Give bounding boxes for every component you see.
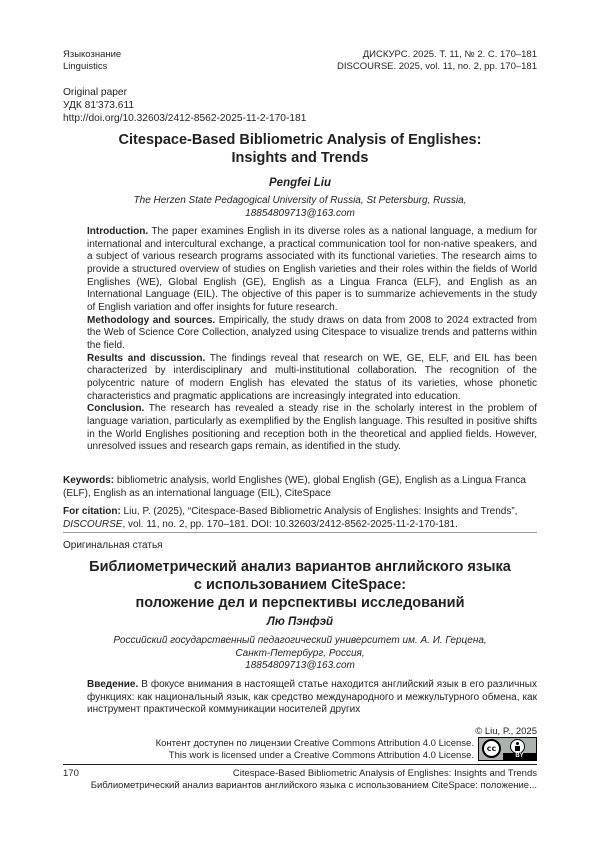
title-en-line2: Insights and Trends	[231, 150, 369, 166]
results-text: The findings reveal that research on WE, GE, ELF, and EIL has been characterized by interdisciplinary and multi-institutional collaboration. The recognition of the polycentric nature of modern English has elevated the status of its varieties, whose phonetic characteristics and pragmatic applications are increasingly integrated into education.	[87, 352, 537, 402]
intro-label-ru: Введение.	[87, 679, 139, 690]
abstract-results	[87, 353, 537, 404]
udc-code: УДК 81'373.611	[63, 100, 135, 111]
citation-text-2: , vol. 11, no. 2, pp. 170–181. DOI: 10.32603/2412-8562-2025-11-2-170-181.	[122, 518, 458, 530]
author-email-en[interactable]: 18854809713@163.com	[245, 207, 355, 219]
abstract-en	[87, 226, 537, 454]
license-line-ru: Контент доступен по лицензии Creative Commons Attribution 4.0 License.	[155, 738, 474, 749]
running-header-left	[63, 49, 121, 72]
section-divider	[63, 532, 537, 533]
title-ru-line3: положение дел и перспективы исследований	[135, 595, 465, 611]
intro-text: The paper examines English in its diverse roles as a national language, a medium for international and intercultural exchange, a practical communication tool for non-native speakers, and a subject of various research programs associated with its functional varieties. The research aims to provide a structured overview of studies on English varieties and their roles within the fields of World Englishes (WE), Global English (GE), English as a Lingua Franca (ELF), and English as an International Language (EIL). The objective of this paper is to summarize achievements in the study of English variation and offer insights for future research.	[87, 226, 537, 313]
running-header-right	[337, 49, 537, 72]
footer-rule	[63, 764, 537, 765]
intro-label: Introduction.	[87, 226, 149, 237]
running-footer	[91, 768, 537, 792]
citation	[63, 506, 537, 531]
citation-journal: DISCOURSE	[63, 518, 123, 530]
conclusion-text: The research has revealed a steady rise in the scholarly interest in the problem of language variation, particularly as exemplified by the English language. This resulted in positive shifts in the World Englishes positioning and reception both in the theoretical and applied fields. However, unresolved issues and research gaps remain, as identified in the study.	[87, 403, 537, 453]
keywords-text: bibliometric analysis, world Englishes (WE), global English (GE), English as a Lingua Franca (ELF), English as an international language (EIL), CiteSpace	[63, 475, 526, 499]
abstract-methodology	[87, 315, 537, 353]
citation-label: For citation:	[63, 506, 121, 517]
cc-icon: cc	[482, 739, 501, 758]
paper-type: Original paper	[63, 87, 127, 98]
section-en: Linguistics	[63, 60, 108, 72]
methods-label: Methodology and sources.	[87, 314, 216, 326]
affiliation-ru-line2: Санкт-Петербург, Россия,	[235, 647, 365, 659]
article-meta	[63, 86, 306, 125]
person-head-shape	[516, 742, 519, 745]
methods-text: Empirically, the study draws on data from 2008 to 2024 extracted from the Web of Science Core Collection, analyzed using Citespace to visualize trends and patterns within the field.	[87, 314, 538, 351]
keywords	[63, 475, 537, 500]
running-footer-en: Citespace-Based Bibliometric Analysis of Englishes: Insights and Trends	[232, 768, 537, 779]
abstract-ru	[87, 679, 537, 717]
cc-by-badge[interactable]	[478, 737, 537, 761]
license-line-en: This work is licensed under a Creative Commons Attribution 4.0 License.	[168, 749, 474, 761]
journal-ref-en: DISCOURSE. 2025, vol. 11, no. 2, pp. 170–181	[337, 60, 537, 72]
copyright: © Liu, P., 2025	[475, 726, 537, 737]
author-ru: Лю Пэнфэй	[266, 616, 334, 628]
abstract-ru-introduction	[87, 679, 537, 717]
by-label: BY	[503, 753, 536, 760]
section-ru: Языкознание	[63, 49, 122, 60]
title-ru	[63, 558, 537, 612]
title-ru-line1: Библиометрический анализ вариантов английского языка	[89, 559, 511, 575]
paper-type-ru: Оригинальная статья	[63, 540, 163, 551]
conclusion-label: Conclusion.	[87, 403, 145, 415]
affiliation-en-line1: The Herzen State Pedagogical University of Russia, St Petersburg, Russia,	[133, 195, 467, 206]
title-en	[63, 131, 537, 167]
running-footer-ru: Библиометрический анализ вариантов английского языка с использованием CiteSpace: положение...	[90, 780, 537, 791]
abstract-introduction	[87, 226, 537, 315]
attribution-person-icon	[510, 739, 525, 754]
keywords-label: Keywords:	[63, 475, 115, 486]
intro-text-ru: В фокусе внимания в настоящей статье находится английский язык в его различных функциях: как национальный язык, как средство международного и межкультурного обмена, как инструмент практической коммуникации носителей других	[87, 679, 537, 716]
person-body-shape	[515, 746, 520, 751]
citation-text-1: Liu, P. (2025), “Citespace-Based Bibliometric Analysis of Englishes: Insights and Trends”,	[120, 506, 518, 517]
page-number: 170	[63, 768, 79, 779]
affiliation-en	[63, 195, 537, 220]
affiliation-ru-line1: Российский государственный педагогический университет им. А. И. Герцена,	[113, 635, 487, 646]
journal-ref-ru: ДИСКУРС. 2025. Т. 11, № 2. С. 170–181	[362, 49, 537, 60]
affiliation-ru	[63, 635, 537, 673]
author-en: Pengfei Liu	[269, 177, 331, 189]
results-label: Results and discussion.	[87, 352, 206, 364]
author-email-ru[interactable]: 18854809713@163.com	[245, 660, 355, 672]
doi-link[interactable]: http://doi.org/10.32603/2412-8562-2025-11-2-170-181	[63, 113, 307, 124]
title-ru-line2: с использованием CiteSpace:	[193, 577, 407, 593]
title-en-line1: Citespace-Based Bibliometric Analysis of Englishes:	[118, 132, 482, 148]
abstract-conclusion	[87, 403, 537, 454]
license-text	[63, 738, 474, 761]
